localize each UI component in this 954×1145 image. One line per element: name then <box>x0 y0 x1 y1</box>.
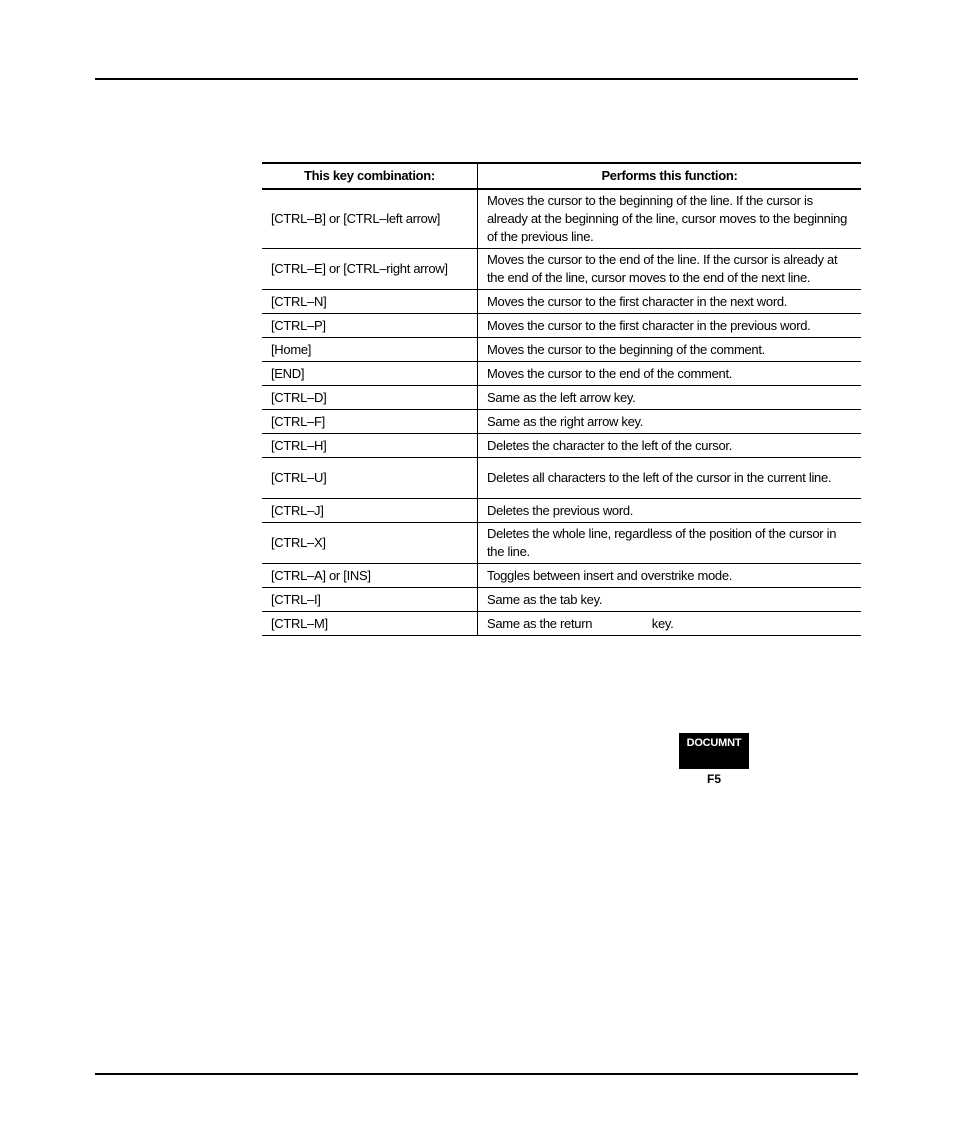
function-cell: Same as the left arrow key. <box>478 386 862 410</box>
function-cell: Toggles between insert and overstrike mode. <box>478 564 862 588</box>
key-cell: [CTRL–D] <box>262 386 478 410</box>
key-cell: [CTRL–N] <box>262 290 478 314</box>
table-row <box>262 290 861 314</box>
key-cell: [CTRL–H] <box>262 434 478 458</box>
function-cell: Deletes the whole line, regardless of the position of the cursor in the line. <box>478 523 862 564</box>
function-cell: Deletes the previous word. <box>478 499 862 523</box>
table-row <box>262 434 861 458</box>
function-cell: Moves the cursor to the beginning of the line. If the cursor is already at the beginning of the line, cursor moves to the beginning of the previous line. <box>478 189 862 249</box>
documnt-softkey[interactable] <box>679 733 749 786</box>
table-row <box>262 499 861 523</box>
key-combination-table <box>262 162 861 636</box>
key-cell: [CTRL–X] <box>262 523 478 564</box>
key-cell: [CTRL–P] <box>262 314 478 338</box>
function-cell: Deletes the character to the left of the cursor. <box>478 434 862 458</box>
function-cell: Same as the tab key. <box>478 588 862 612</box>
table-row <box>262 249 861 290</box>
function-cell: Deletes all characters to the left of the cursor in the current line. <box>478 458 862 499</box>
softkey-label[interactable]: DOCUMNT <box>679 733 749 769</box>
table-row <box>262 410 861 434</box>
key-cell: [CTRL–M] <box>262 612 478 636</box>
key-column-header: This key combination: <box>262 163 478 189</box>
table-row <box>262 338 861 362</box>
table-row <box>262 458 861 499</box>
table-row <box>262 189 861 249</box>
key-cell: [CTRL–J] <box>262 499 478 523</box>
function-cell: Moves the cursor to the beginning of the comment. <box>478 338 862 362</box>
key-cell: [Home] <box>262 338 478 362</box>
table-row <box>262 386 861 410</box>
table-row <box>262 564 861 588</box>
header-rule <box>95 78 858 80</box>
key-cell: [CTRL–I] <box>262 588 478 612</box>
table-header-row <box>262 163 861 189</box>
key-cell: [CTRL–F] <box>262 410 478 434</box>
table-row <box>262 612 861 636</box>
function-cell: Same as the return key. <box>478 612 862 636</box>
key-cell: [CTRL–A] or [INS] <box>262 564 478 588</box>
footer-rule <box>95 1073 858 1075</box>
key-cell: [CTRL–U] <box>262 458 478 499</box>
function-cell: Moves the cursor to the first character in the previous word. <box>478 314 862 338</box>
function-cell: Moves the cursor to the end of the line. If the cursor is already at the end of the line, cursor moves to the end of the next line. <box>478 249 862 290</box>
softkey-function-key: F5 <box>706 772 721 786</box>
function-cell: Moves the cursor to the first character in the next word. <box>478 290 862 314</box>
key-cell: [CTRL–E] or [CTRL–right arrow] <box>262 249 478 290</box>
key-cell: [CTRL–B] or [CTRL–left arrow] <box>262 189 478 249</box>
table-row <box>262 314 861 338</box>
function-column-header: Performs this function: <box>478 163 862 189</box>
table-row <box>262 523 861 564</box>
function-cell: Same as the right arrow key. <box>478 410 862 434</box>
table-row <box>262 588 861 612</box>
function-cell: Moves the cursor to the end of the comment. <box>478 362 862 386</box>
table-row <box>262 362 861 386</box>
key-cell: [END] <box>262 362 478 386</box>
